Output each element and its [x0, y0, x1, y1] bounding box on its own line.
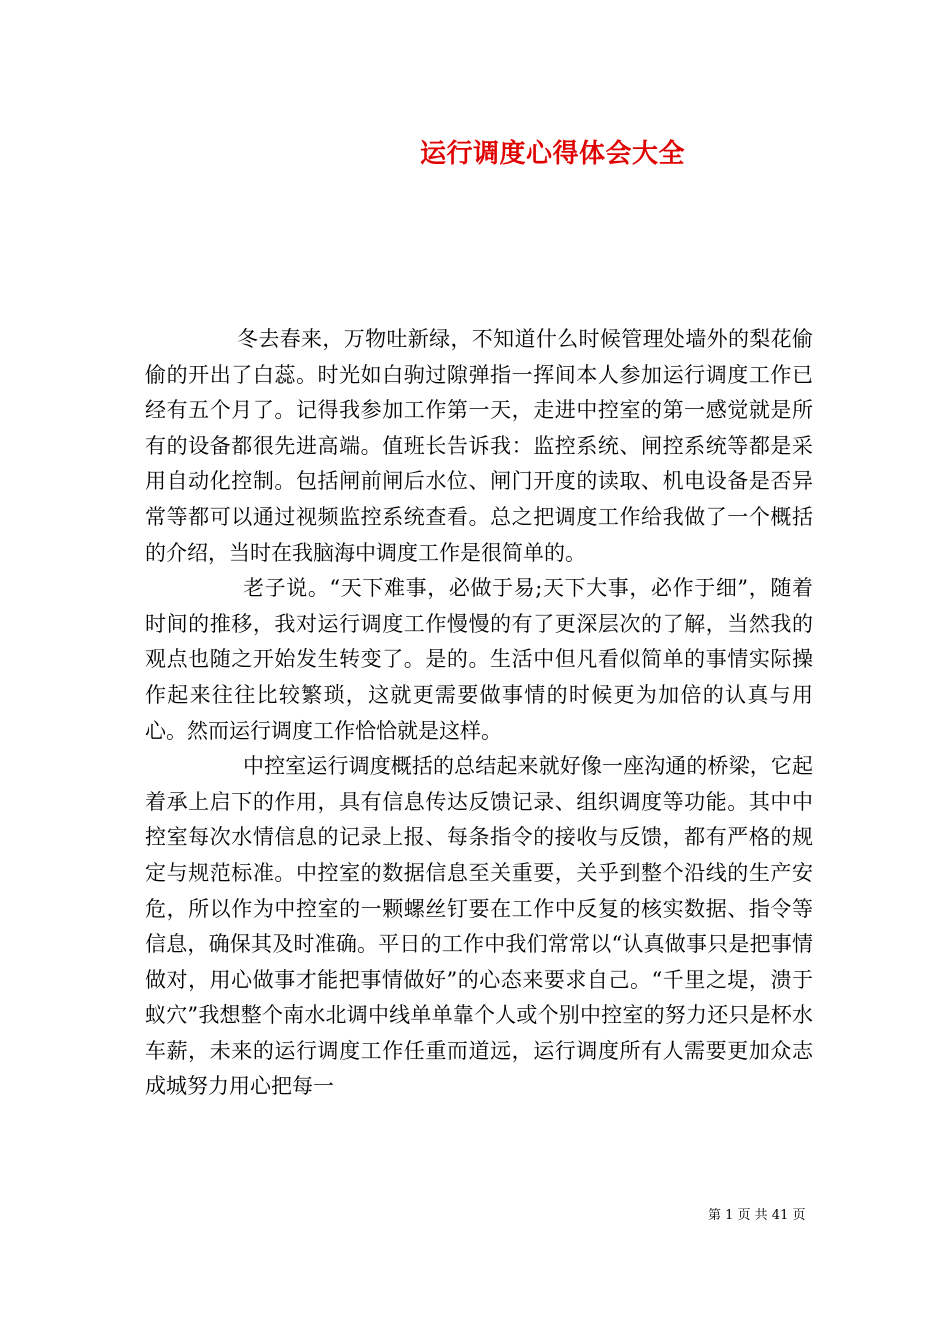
paragraph-3: 中控室运行调度概括的总结起来就好像一座沟通的桥梁，它起着承上启下的作用，具有信息传达反馈记录、组织调度等功能。其中中控室每次水情信息的记录上报、每条指令的接收与反馈，都有严格的规定与规范标准。中控室的数据信息至关重要，关乎到整个沿线的生产安危，所以作为中控室的一颗螺丝钉要在工作中反复的核实数据、指令等信息，确保其及时准确。平日的工作中我们常常以“认真做事只是把事情做对，用心做事才能把事情做好”的心态来要求自己。“千里之堤，溃于蚁穴”我想整个南水北调中线单单靠个人或个别中控室的努力还只是杯水车薪，未来的运行调度工作任重而道远，运行调度所有人需要更加众志成城努力用心把每一	[145, 754, 813, 1099]
paragraph-1: 冬去春来，万物吐新绿，不知道什么时候管理处墙外的梨花偷偷的开出了白蕊。时光如白驹过隙弹指一挥间本人参加运行调度工作已经有五个月了。记得我参加工作第一天，走进中控室的第一感觉就是所有的设备都很先进高端。值班长告诉我：监控系统、闸控系统等都是采用自动化控制。包括闸前闸后水位、闸门开度的读取、机电设备是否异常等都可以通过视频监控系统查看。总之把调度工作给我做了一个概括的介绍，当时在我脑海中调度工作是很简单的。	[145, 327, 813, 565]
document-body	[145, 322, 813, 1105]
paragraph-2: 老子说。“天下难事，必做于易;天下大事，必作于细”，随着时间的推移，我对运行调度工作慢慢的有了更深层次的了解，当然我的观点也随之开始发生转变了。是的。生活中但凡看似简单的事情实际操作起来往往比较繁琐，这就更需要做事情的时候更为加倍的认真与用心。然而运行调度工作恰恰就是这样。	[145, 576, 813, 743]
document-title: 运行调度心得体会大全	[419, 139, 685, 169]
page-number-footer: 第 1 页 共 41 页	[708, 1208, 806, 1223]
